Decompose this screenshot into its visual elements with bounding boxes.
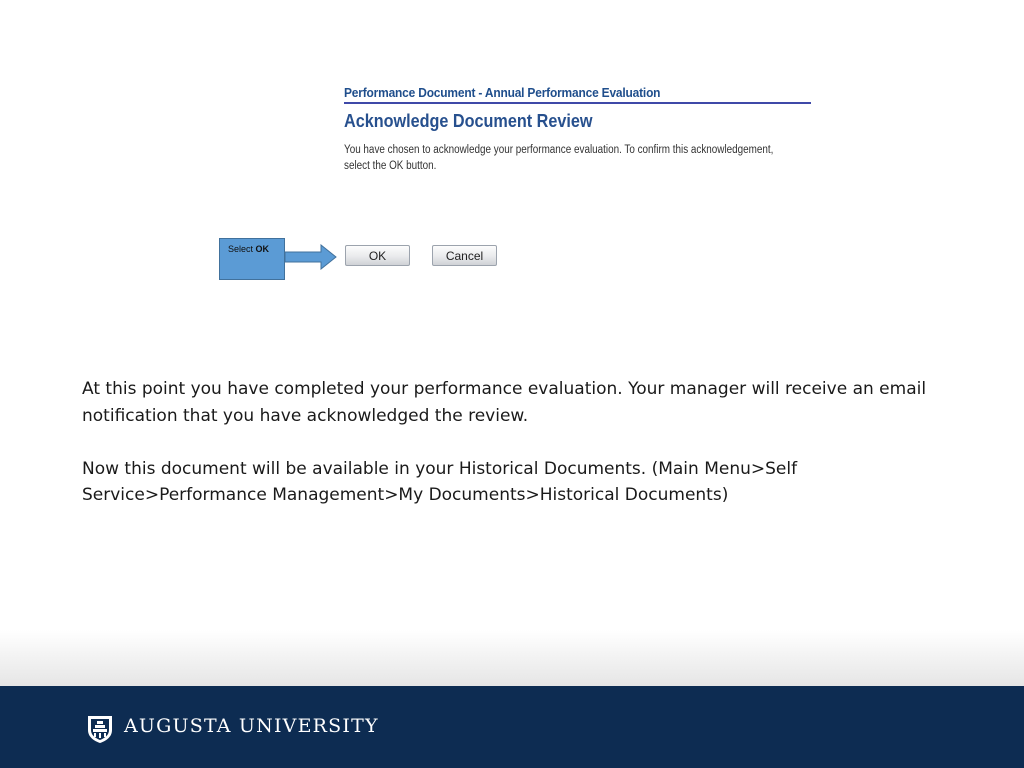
peoplesoft-screenshot	[340, 80, 820, 280]
message-line-2: select the OK button.	[344, 160, 437, 172]
breadcrumb: Performance Document - Annual Performance Evaluation	[344, 85, 661, 100]
historical-documents-paragraph: Now this document will be available in your Historical Documents. (Main Menu>Self Service>Performance Management>My Documents>Historical Documents)	[82, 458, 798, 505]
confirmation-message	[344, 142, 774, 174]
page-title: Acknowledge Document Review	[344, 111, 593, 131]
university-wordmark: AUGUSTA UNIVERSITY	[124, 715, 379, 737]
breadcrumb-divider	[344, 102, 811, 104]
callout-prefix: Select	[228, 244, 256, 254]
university-shield-icon	[86, 714, 114, 744]
message-line-1: You have chosen to acknowledge your performance evaluation. To confirm this acknowledgement,	[344, 144, 774, 156]
right-arrow-icon	[285, 244, 337, 270]
instructions-text	[82, 376, 952, 509]
callout-emphasis: OK	[255, 244, 270, 254]
completion-paragraph: At this point you have completed your performance evaluation. Your manager will receive an email notification that you have acknowledged the review.	[82, 379, 927, 426]
select-ok-callout	[219, 238, 285, 280]
cancel-button[interactable]: Cancel	[432, 245, 497, 266]
ok-button[interactable]: OK	[345, 245, 410, 266]
